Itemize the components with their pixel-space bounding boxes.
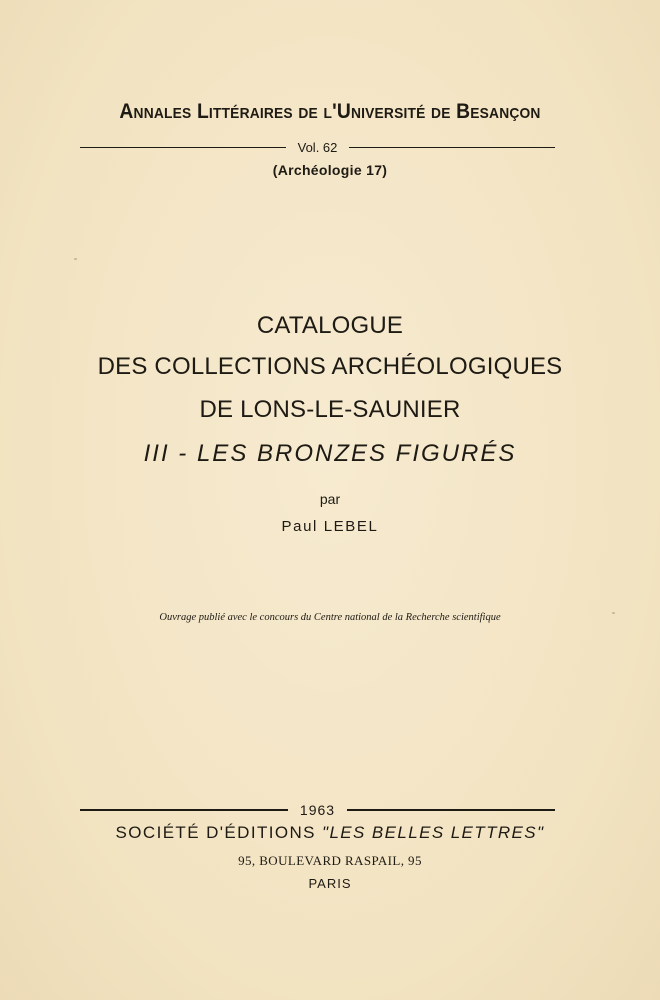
publisher-address: 95, BOULEVARD RASPAIL, 95 — [238, 853, 422, 868]
funding-note: Ouvrage publié avec le concours du Centre national de la Recherche scientifique — [159, 612, 501, 623]
rule-right — [349, 147, 555, 149]
publisher-prefix: SOCIÉTÉ D'ÉDITIONS — [115, 823, 323, 842]
publisher — [0, 823, 660, 843]
series-title: Annales Littéraires de l'Université de Besançon — [119, 100, 541, 123]
volume-rule — [80, 140, 555, 155]
author-name: Paul LEBEL — [281, 518, 379, 535]
paper-speck — [74, 258, 77, 260]
publication-year: 1963 — [299, 802, 336, 818]
subseries-label: (Archéologie 17) — [272, 162, 388, 178]
by-label: par — [319, 491, 341, 507]
year-rule — [80, 802, 555, 818]
book-subtitle: III - LES BRONZES FIGURÉS — [143, 440, 517, 467]
book-title-line-1: CATALOGUE — [256, 312, 404, 339]
rule-left — [80, 147, 286, 149]
volume-number: Vol. 62 — [297, 140, 338, 155]
rule-right — [347, 809, 555, 811]
publisher-name: "LES BELLES LETTRES" — [322, 823, 545, 842]
publisher-city: PARIS — [308, 876, 352, 891]
book-title-line-2: DES COLLECTIONS ARCHÉOLOGIQUES — [97, 353, 563, 380]
paper-speck — [612, 612, 615, 614]
book-title-line-3: DE LONS-LE-SAUNIER — [199, 396, 461, 423]
rule-left — [80, 809, 288, 811]
